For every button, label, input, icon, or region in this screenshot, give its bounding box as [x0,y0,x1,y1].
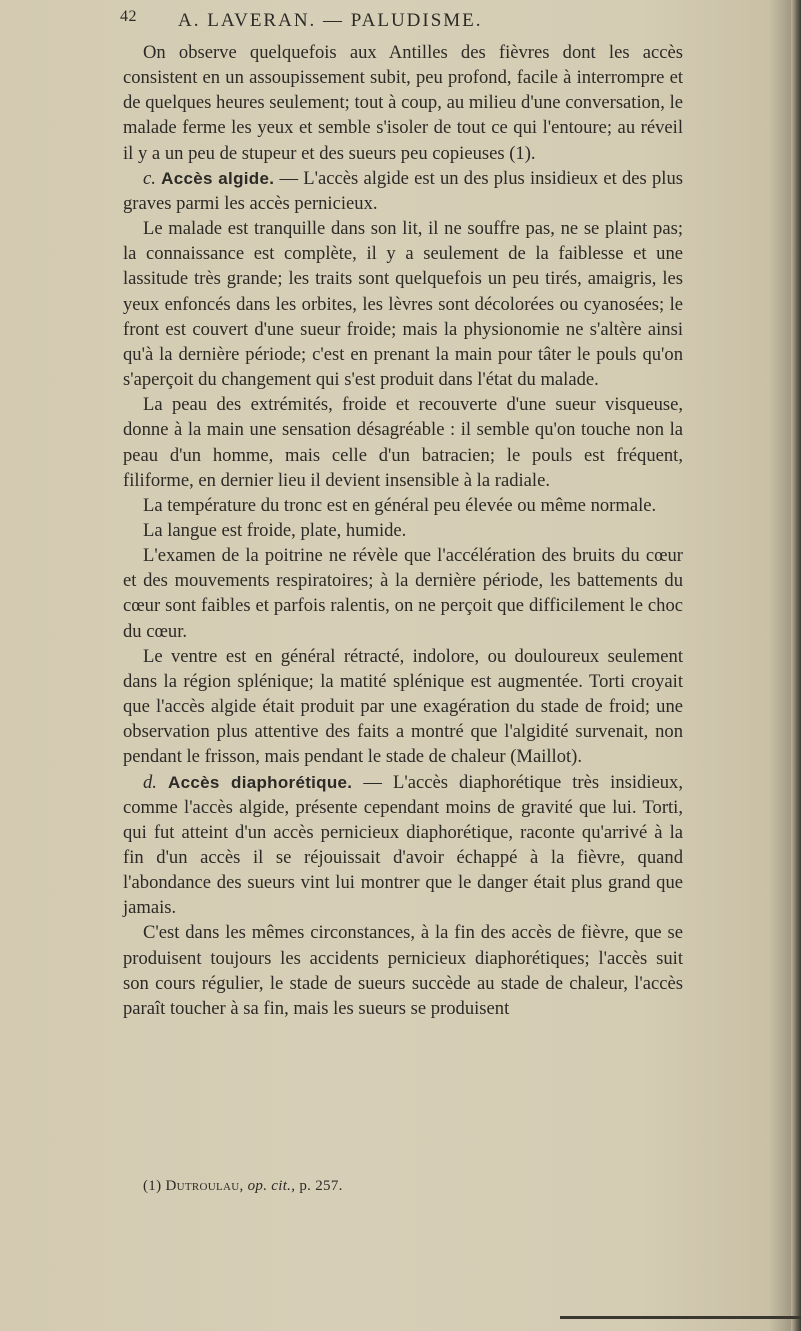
footnote-marker: (1) [143,1178,162,1194]
running-head: A. LAVERAN. — PALUDISME. [178,10,483,31]
paragraph: La température du tronc est en général peu élevée ou même normale. [143,494,657,516]
section-label: d. [143,771,157,793]
paragraph: On observe quelquefois aux Antilles des fièvres dont les accès consistent en un assoupissement subit, peu profond, facile à interrompre et de quelques heures seulement; tout à coup, au milieu d'une conversation, le malade ferme les yeux et semble s'isoler de tout ce qui l'entoure; au réveil il y a un peu de stupeur et des sueurs peu copieuses (1). [123,42,683,164]
footnote-author: Dutroulau, [165,1178,244,1194]
page-number: 42 [120,8,137,25]
paragraph: d. Accès diaphorétique. — L'accès diaphorétique très insidieux, comme l'accès algide, présente cependant moins de gravité que lui. Torti, qui fut atteint d'un accès pernicieux diaphorétique, raconte qu'arrivé à la fin d'un accès il se réjouissait d'avoir échappé à la fièvre, quand l'abondance des sueurs vint lui montrer que le danger était plus grand que jamais. [123,771,683,919]
paragraph: Le ventre est en général rétracté, indolore, ou douloureux seulement dans la région splénique; la matité splénique est augmentée. Torti croyait que l'accès algide était produit par une exagération du stade de froid; une observation plus attentive des faits a montré que l'algidité survenait, non pendant le frisson, mais pendant le stade de chaleur (Maillot). [123,645,683,768]
paragraph: C'est dans les mêmes circonstances, à la fin des accès de fièvre, que se produisent toujours les accidents pernicieux diaphorétiques; l'accès suit son cours régulier, le stade de sueurs succède au stade de chaleur, l'accès paraît toucher à sa fin, mais les sueurs se produisent [123,922,683,1019]
page-header [120,8,680,40]
page-bottom-edge [560,1316,801,1319]
footnote-page: p. 257. [299,1178,343,1194]
page-edge-shadow [791,0,801,1331]
paragraph: L'examen de la poitrine ne révèle que l'accélération des bruits du cœur et des mouvements respiratoires; à la dernière période, les battements du cœur sont faibles et parfois ralentis, on ne perçoit que difficilement le choc du cœur. [123,545,683,642]
paragraph: Le malade est tranquille dans son lit, il ne souffre pas, ne se plaint pas; la connaissance est complète, il y a seulement de la faiblesse et une lassitude très grande; les traits sont quelquefois un peu tirés, amaigris, les yeux enfoncés dans les orbites, les lèvres sont décolorées ou cyanosées; le front est couvert d'une sueur froide; mais la physionomie ne s'altère ainsi qu'à la dernière période; c'est en prenant la main pour tâter le pouls qu'on s'aperçoit du changement qui s'est produit dans l'état du malade. [123,218,683,391]
section-title: Accès diaphorétique. [168,772,353,792]
body-text [123,40,683,1021]
paragraph: La langue est froide, plate, humide. [143,519,407,541]
paragraph: La peau des extrémités, froide et recouverte d'une sueur visqueuse, donne à la main une sensation désagréable : il semble qu'on touche non la peau d'un homme, mais celle d'un batracien; le pouls est fréquent, filiforme, en dernier lieu il devient insensible à la radiale. [123,394,683,491]
footnote [143,1178,343,1195]
section-title: Accès algide. [161,168,275,188]
section-label: c. [143,167,156,189]
paragraph: c. Accès algide. — L'accès algide est un des plus insidieux et des plus graves parmi les accès pernicieux. [123,167,683,214]
footnote-reference: op. cit., [247,1178,296,1194]
